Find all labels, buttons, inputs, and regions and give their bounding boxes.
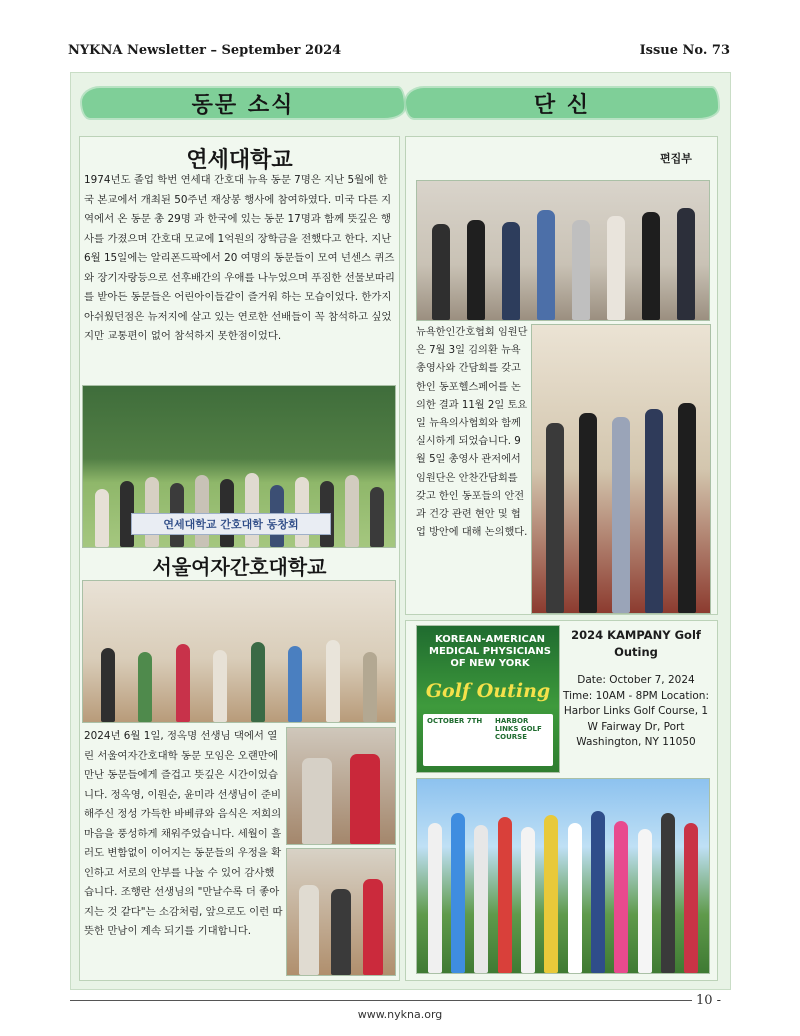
people-silhouettes xyxy=(532,403,710,613)
footer-rule xyxy=(70,1000,692,1001)
consulate-meeting-photo xyxy=(416,180,710,321)
yonsei-title: 연세대학교 xyxy=(186,148,293,173)
poster-info-strip xyxy=(423,714,553,766)
snu-group-photo xyxy=(82,580,396,723)
poster-heading: KOREAN-AMERICAN MEDICAL PHYSICIANS OF NEW YORK xyxy=(429,634,551,669)
people-silhouettes xyxy=(417,208,709,320)
news-article: 뉴욕한인간호협회 임원단은 7월 3일 김의환 뉴욕총영사와 간담회를 갖고 한인 동포헬스페어를 논의한 결과 11월 2일 토요일 뉴욕의사협회와 함께 실시하게 되었습니다. 9월 5일 총영사 관저에서 임원단은 안찬간담회를 갖고 한인 동포들의 안전과 건강 관련 현안 및 협업 방안에 대해 논의했다. xyxy=(416,327,528,539)
newsletter-title: NYKNA Newsletter – September 2024 xyxy=(68,42,342,58)
yonsei-group-photo xyxy=(82,385,396,548)
golf-event-title: 2024 KAMPANY Golf Outing xyxy=(571,628,701,659)
banner-title: 단 신 xyxy=(533,92,591,118)
section-banner-briefs xyxy=(406,86,718,120)
golf-group-photo xyxy=(416,778,710,974)
section-banner-alumni xyxy=(82,86,404,120)
people-silhouettes xyxy=(83,640,395,722)
poster-venue: HARBOR LINKS GOLF COURSE xyxy=(495,717,542,741)
people-silhouettes xyxy=(287,879,395,975)
page-header xyxy=(68,40,730,60)
poster-date: OCTOBER 7TH xyxy=(427,717,483,725)
golf-poster xyxy=(416,625,560,773)
people-silhouettes xyxy=(83,473,395,547)
byline-editorial: 편집부 xyxy=(660,152,692,165)
banner-title: 동문 소식 xyxy=(191,92,295,118)
alumni-banner-cloth: 연세대학교 간호대학 동창회 xyxy=(131,513,331,535)
snu-photo-2 xyxy=(286,727,396,845)
people-silhouettes xyxy=(287,754,395,844)
golf-event-details: Date: October 7, 2024 Time: 10AM - 8PM Location: Harbor Links Golf Course, 1 W Fairway Dr, Port Washington, NY 11050 xyxy=(563,674,709,748)
page-number: 10 - xyxy=(696,993,722,1008)
people-silhouettes xyxy=(417,811,709,973)
yonsei-article: 1974년도 졸업 학번 연세대 간호대 뉴욕 동문 7명은 지난 5월에 한국 본교에서 개최된 50주년 재상봉 행사에 참여하였다. 미국 다른 지역에서 온 동문 총 29명 과 한국에 있는 동문 17명과 함께 뜻깊은 행사를 가졌으며 간호대 모교에 1억원의 장학금을 전했다고 한다. 지난 6월 15일에는 알리폰드팍에서 20 여명의 동문들이 모여 넌센스 퀴즈와 장기자랑등으로 선후배간의 우애를 나누었으며 푸짐한 선물보따리를 받아든 동문들은 어린아이들같이 즐거워 하는 모습이었다. 한가지 아쉬웠던점은 뉴저지에 살고 있는 연로한 선배들이 꼭 참석하고 싶었지만 교통편이 없어 참석하지 못한점이었다. xyxy=(84,174,395,342)
golf-event-info xyxy=(562,627,710,751)
snu-title: 서울여자간호대학교 xyxy=(152,555,327,579)
website-link[interactable]: www.nykna.org xyxy=(357,1008,443,1021)
snu-article: 2024년 6월 1일, 정옥명 선생님 댁에서 열린 서울여자간호대학 동문 모임은 오랜만에 만난 동문들에게 즐겁고 뜻깊은 시간이었습니다. 정옥영, 이원순, 윤미라 선생님이 준비해주신 정성 가득한 바베큐와 음식은 저희의 마음을 풍성하게 채워주었습니다. 세월이 흘러도 변함없이 이어지는 동문들의 우정을 확인하고 서로의 안부를 나눌 수 있어 감사했습니다. 조행란 선생님의 "만날수록 더 좋아지는 것 같다"는 소감처럼, 앞으로도 이런 따뜻한 만남이 계속 되기를 기대합니다. xyxy=(84,730,283,937)
poster-script-title: Golf Outing xyxy=(425,680,551,702)
snu-photo-3 xyxy=(286,848,396,976)
residence-meeting-photo xyxy=(531,324,711,614)
issue-number: Issue No. 73 xyxy=(639,42,730,58)
